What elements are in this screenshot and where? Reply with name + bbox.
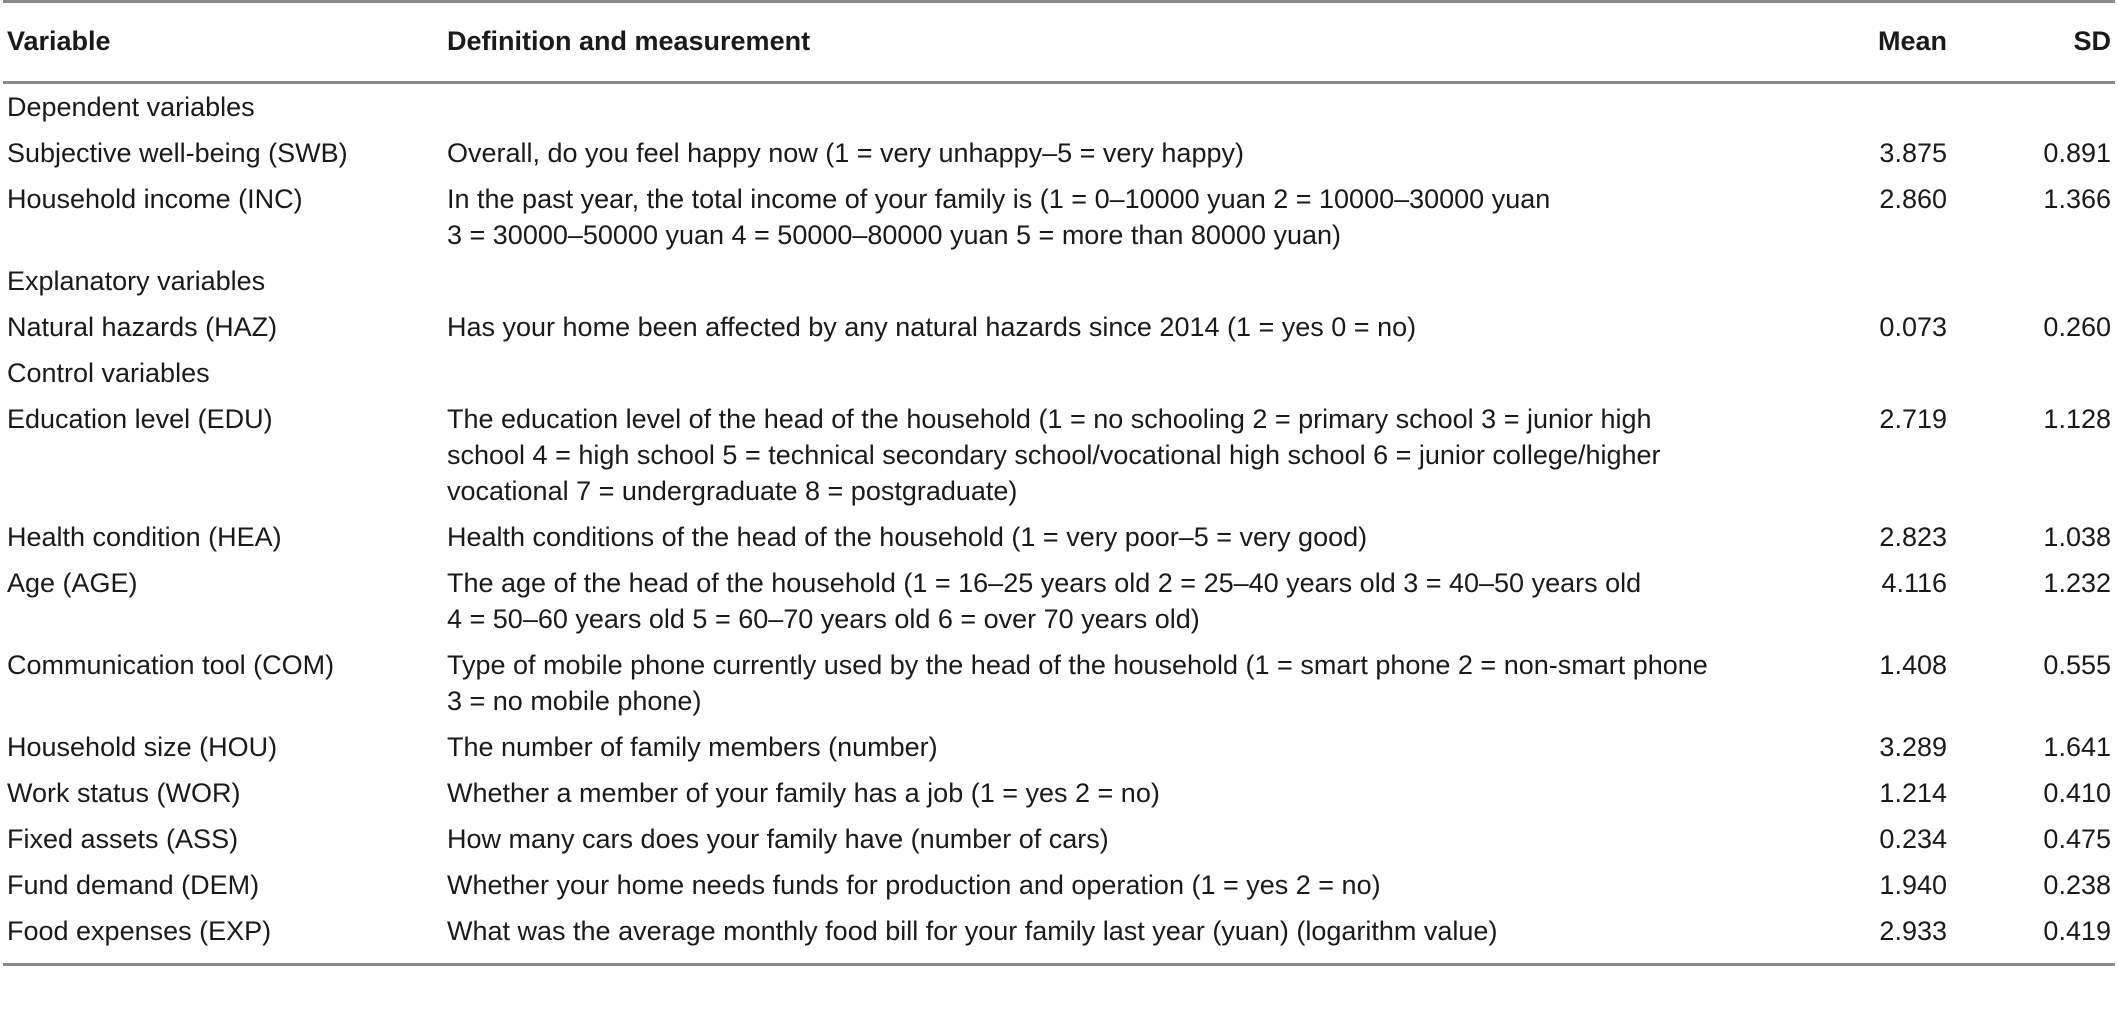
section-label: Explanatory variables [7,266,266,296]
table-row [3,304,2115,350]
sd-cell: 0.238 [2043,870,2111,900]
sd-cell: 1.366 [2043,184,2111,214]
mean-cell: 1.940 [1879,870,1947,900]
definition-cell: Type of mobile phone currently used by the head of the household (1 = smart phone 2 = non-smart phone 3 = no mobile phone) [447,650,1708,716]
mean-cell: 2.860 [1879,184,1947,214]
mean-cell: 3.875 [1879,138,1947,168]
header-definition: Definition and measurement [443,2,1799,83]
variable-cell: Subjective well-being (SWB) [7,138,348,168]
definition-cell: The age of the head of the household (1 = 16–25 years old 2 = 25–40 years old 3 = 40–50 years old 4 = 50–60 years old 5 = 60–70 years old 6 = over 70 years old) [447,568,1642,634]
sd-cell: 0.555 [2043,650,2111,680]
mean-cell: 0.234 [1879,824,1947,854]
variable-cell: Fund demand (DEM) [7,870,260,900]
mean-cell: 0.073 [1879,312,1947,342]
definition-cell: Has your home been affected by any natural hazards since 2014 (1 = yes 0 = no) [447,312,1417,342]
header-mean: Mean [1799,2,1951,83]
variable-cell: Household income (INC) [7,184,303,214]
sd-cell: 0.260 [2043,312,2111,342]
definition-cell: Overall, do you feel happy now (1 = very unhappy–5 = very happy) [447,138,1244,168]
variable-cell: Household size (HOU) [7,732,278,762]
mean-cell: 4.116 [1881,568,1947,598]
section-row [3,258,2115,304]
section-label: Control variables [7,358,210,388]
definition-cell: Whether your home needs funds for production and operation (1 = yes 2 = no) [447,870,1381,900]
mean-cell: 1.408 [1879,650,1947,680]
sd-cell: 1.641 [2043,732,2111,762]
variable-cell: Communication tool (COM) [7,650,335,680]
variable-cell: Food expenses (EXP) [3,908,443,965]
variables-table [3,0,2115,966]
header-variable: Variable [3,2,443,83]
variable-cell: Age (AGE) [7,568,138,598]
section-row [3,350,2115,396]
sd-cell: 1.232 [2043,568,2111,598]
definition-cell: How many cars does your family have (number of cars) [447,824,1109,854]
mean-cell: 1.214 [1879,778,1947,808]
mean-cell: 2.823 [1879,522,1947,552]
definition-cell: Health conditions of the head of the household (1 = very poor–5 = very good) [447,522,1368,552]
table-row [3,770,2115,816]
variable-cell: Health condition (HEA) [7,522,282,552]
definition-cell: The education level of the head of the household (1 = no schooling 2 = primary school 3 = junior high school 4 = high school 5 = technical secondary school/vocational high school 6 = junior college/higher vocational 7 = undergraduate 8 = postgraduate) [447,404,1661,506]
table-row [3,862,2115,908]
sd-cell: 0.475 [2043,824,2111,854]
definition-cell: The number of family members (number) [447,732,938,762]
header-row [3,2,2115,83]
table-row [3,642,2115,724]
sd-cell: 1.128 [2043,404,2111,434]
table-row [3,396,2115,514]
definition-cell: Whether a member of your family has a job (1 = yes 2 = no) [447,778,1160,808]
definition-cell: In the past year, the total income of your family is (1 = 0–10000 yuan 2 = 10000–30000 yuan 3 = 30000–50000 yuan 4 = 50000–80000 yuan 5 = more than 80000 yuan) [447,184,1551,250]
table-row [3,724,2115,770]
section-row [3,83,2115,131]
sd-cell: 0.891 [2043,138,2111,168]
table-row [3,560,2115,642]
variable-cell: Natural hazards (HAZ) [7,312,278,342]
mean-cell: 2.719 [1879,404,1947,434]
table-header [3,2,2115,83]
table-row [3,514,2115,560]
mean-cell: 2.933 [1799,908,1951,965]
variable-cell: Fixed assets (ASS) [7,824,239,854]
table-row [3,130,2115,176]
variable-cell: Education level (EDU) [7,404,273,434]
table-body [3,83,2115,965]
sd-cell: 0.410 [2043,778,2111,808]
table-row [3,816,2115,862]
header-sd: SD [1951,2,2115,83]
table-row [3,908,2115,965]
table-row [3,176,2115,258]
sd-cell: 0.419 [1951,908,2115,965]
sd-cell: 1.038 [2043,522,2111,552]
definition-cell: What was the average monthly food bill for your family last year (yuan) (logarithm value) [443,908,1799,965]
variable-cell: Work status (WOR) [7,778,241,808]
section-label: Dependent variables [7,92,255,122]
mean-cell: 3.289 [1879,732,1947,762]
